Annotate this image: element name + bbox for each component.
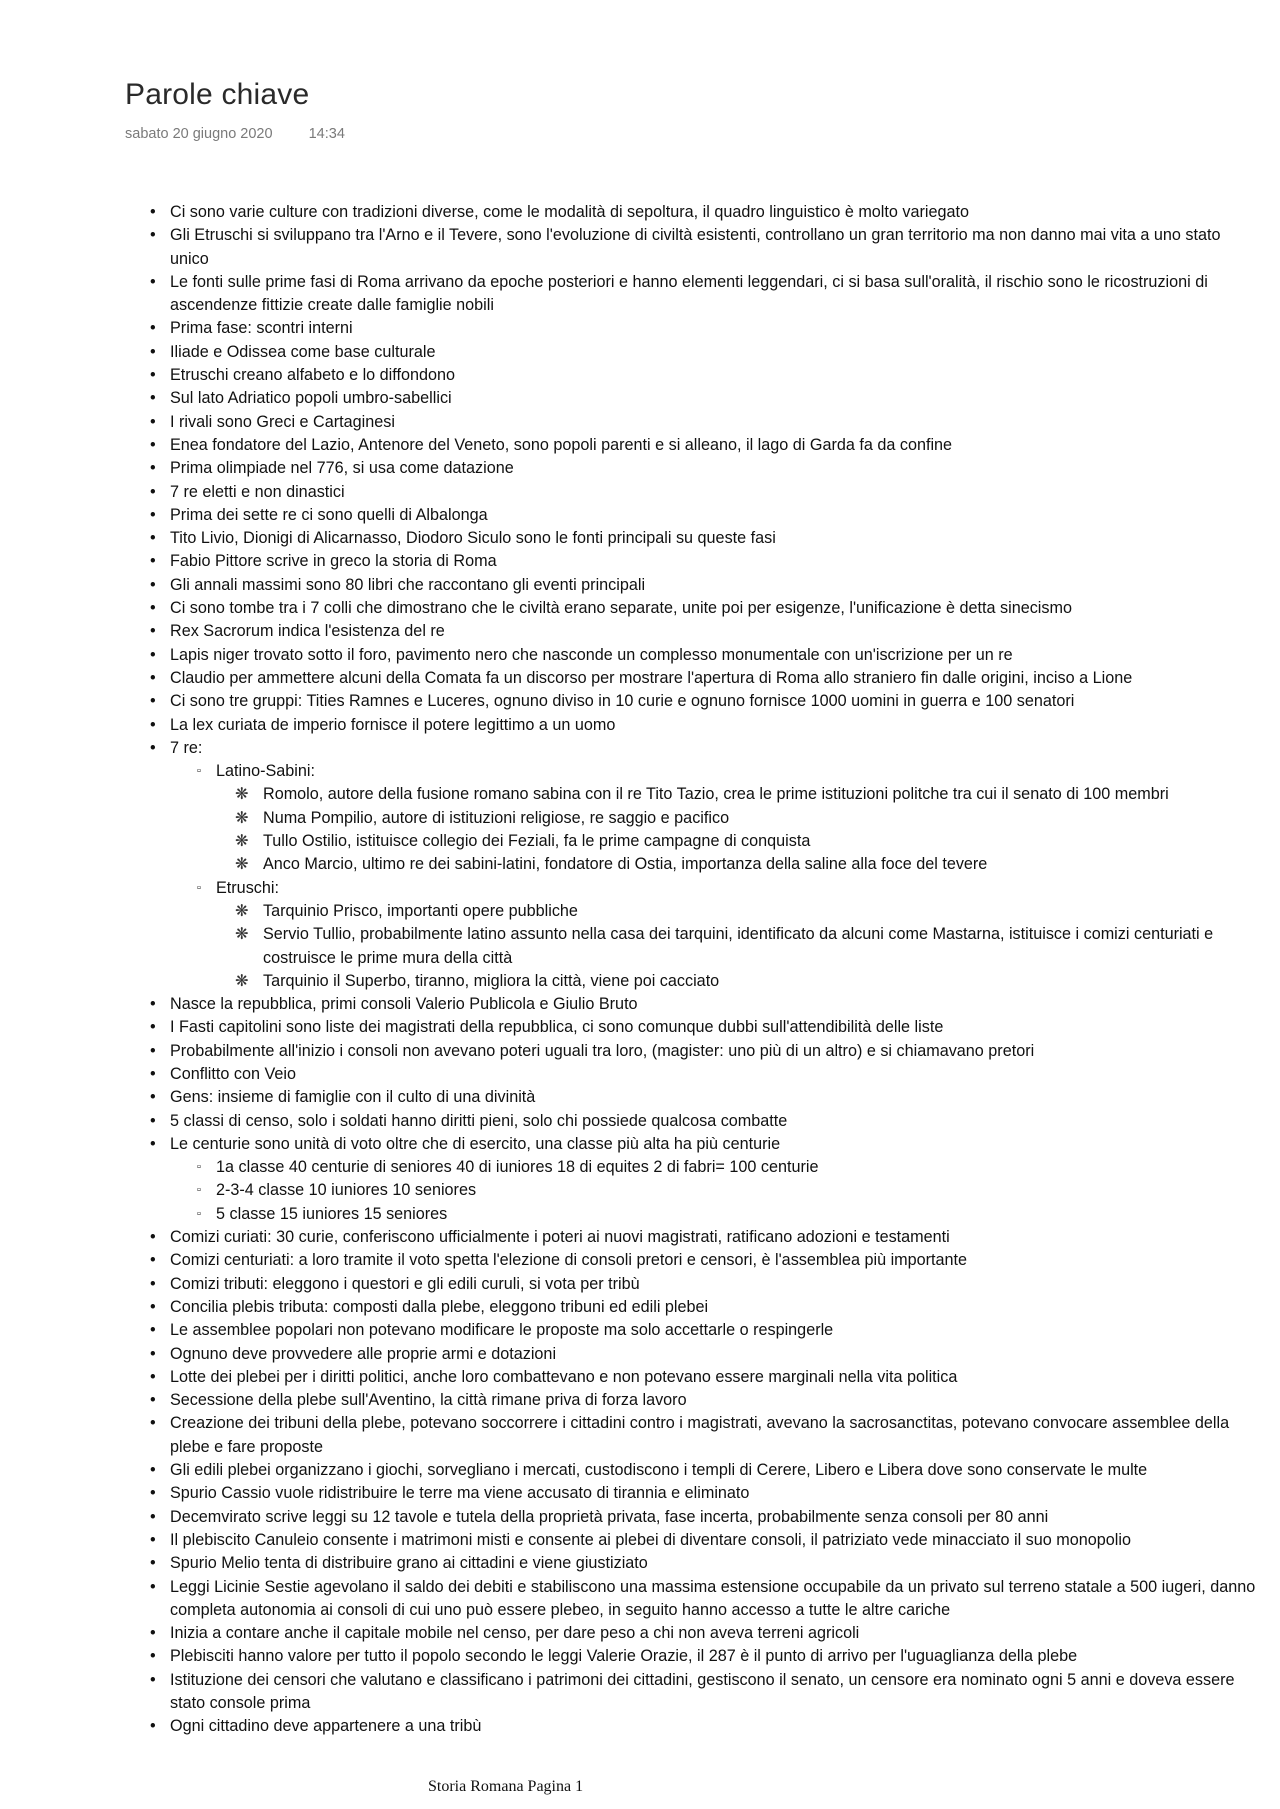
list-item-text: Creazione dei tribuni della plebe, potevano soccorrere i cittadini contro i magistrati, avevano la sacrosanctitas, potevano convocare assemblee della plebe e fare proposte [170, 1414, 1230, 1456]
list-item-text: Spurio Melio tenta di distribuire grano ai cittadini e viene giustiziato [170, 1554, 648, 1573]
bullet-icon: • [150, 1344, 156, 1363]
list-item [0, 644, 1280, 667]
list-item-text: Prima olimpiade nel 776, si usa come datazione [170, 459, 514, 478]
bullet-icon: • [150, 1461, 156, 1480]
list-item [0, 667, 1280, 690]
list-item-text: Servio Tullio, probabilmente latino assunto nella casa dei tarquini, identificato da alcuni come Mastarna, istituisce i comizi centuriati e costruisce le prime mura della città [263, 925, 1214, 967]
list-item-text: Gli annali massimi sono 80 libri che raccontano gli eventi principali [170, 575, 646, 594]
list-item [0, 1506, 1280, 1529]
notes-list [0, 201, 1280, 1739]
list-item [0, 900, 1280, 923]
page-time: 14:34 [308, 126, 345, 142]
list-item [0, 1086, 1280, 1109]
list-item [0, 574, 1280, 597]
list-item-text: Etruschi: [216, 878, 279, 897]
bullet-icon: • [150, 1391, 156, 1410]
list-item [0, 201, 1280, 224]
list-item-text: Plebisciti hanno valore per tutto il popolo secondo le leggi Valerie Orazie, il 287 è il punto di arrivo per l'uguaglianza della plebe [170, 1647, 1078, 1666]
list-item [0, 620, 1280, 643]
list-item [0, 387, 1280, 410]
bullet-icon: • [150, 738, 156, 757]
bullet-icon: • [150, 1228, 156, 1247]
list-item-text: La lex curiata de imperio fornisce il potere legittimo a un uomo [170, 715, 616, 734]
bullet-icon: • [150, 1624, 156, 1643]
list-item [0, 1249, 1280, 1272]
list-item-text: Ci sono varie culture con tradizioni diverse, come le modalità di sepoltura, il quadro linguistico è molto variegato [170, 203, 969, 221]
bullet-icon: • [150, 1088, 156, 1107]
list-item-text: 2-3-4 classe 10 iuniores 10 seniores [216, 1181, 477, 1200]
list-item [0, 1459, 1280, 1482]
page-title: Parole chiave [125, 78, 310, 111]
list-item [0, 1016, 1280, 1039]
bullet-icon: ▫ [197, 881, 201, 894]
list-item-text: Le assemblee popolari non potevano modificare le proposte ma solo accettarle o respingerle [170, 1321, 834, 1340]
list-item-text: Secessione della plebe sull'Aventino, la città rimane priva di forza lavoro [170, 1391, 687, 1410]
bullet-icon: • [150, 1507, 156, 1526]
list-item [0, 317, 1280, 340]
bullet-icon: • [150, 1321, 156, 1340]
list-item-text: Sul lato Adriatico popoli umbro-sabellici [170, 389, 452, 408]
list-item-text: Istituzione dei censori che valutano e classificano i patrimoni dei cittadini, gestiscono il senato, un censore era nominato ogni 5 anni e doveva essere stato console prima [170, 1670, 1235, 1712]
list-item-text: 1a classe 40 centurie di seniores 40 di iuniores 18 di equites 2 di fabri= 100 centurie [216, 1158, 819, 1177]
list-item [0, 1226, 1280, 1249]
bullet-icon: ❋ [235, 901, 249, 920]
list-item-text: 7 re: [170, 738, 203, 757]
list-item [0, 434, 1280, 457]
list-item [0, 1669, 1280, 1716]
list-item [0, 1296, 1280, 1319]
list-item [0, 1040, 1280, 1063]
list-item [0, 1715, 1280, 1738]
bullet-icon: • [150, 692, 156, 711]
page-footer: Storia Romana Pagina 1 [428, 1778, 584, 1795]
bullet-icon: • [150, 1134, 156, 1153]
bullet-icon: • [150, 319, 156, 338]
list-item-text: Gli edili plebei organizzano i giochi, sorvegliano i mercati, custodiscono i templi di Cerere, Libero e Libera dove sono conservate le multe [170, 1461, 1148, 1480]
bullet-icon: • [150, 1018, 156, 1037]
list-item [0, 481, 1280, 504]
bullet-icon: • [150, 1484, 156, 1503]
list-item [0, 1529, 1280, 1552]
bullet-icon: ▫ [197, 1161, 201, 1174]
bullet-icon: • [150, 599, 156, 618]
bullet-icon: ❋ [235, 855, 249, 874]
list-item [0, 1110, 1280, 1133]
bullet-icon: ▫ [197, 1184, 201, 1197]
list-item [0, 364, 1280, 387]
list-item [0, 1389, 1280, 1412]
list-item [0, 1645, 1280, 1668]
list-item-text: Ognuno deve provvedere alle proprie armi e dotazioni [170, 1344, 557, 1363]
list-item [0, 1412, 1280, 1459]
list-item-text: Prima fase: scontri interni [170, 319, 353, 338]
list-item-text: Leggi Licinie Sestie agevolano il saldo dei debiti e stabiliscono una massima estensione occupabile da un privato sul terreno statale a 500 iugeri, danno completa autonomia ai consoli di cui uno può essere plebeo, in seguito hanno accesso a tutte le altre cariche [170, 1577, 1256, 1619]
list-item [0, 1203, 1280, 1226]
bullet-icon: • [150, 342, 156, 361]
list-item-text: Le fonti sulle prime fasi di Roma arrivano da epoche posteriori e hanno elementi leggendari, ci si basa sull'oralità, il rischio sono le ricostruzioni di ascendenze fittizie create dalle famiglie nobili [170, 272, 1208, 315]
list-item-text: I Fasti capitolini sono liste dei magistrati della repubblica, ci sono comunque dubbi sull'attendibilità delle liste [170, 1018, 944, 1037]
bullet-icon: • [150, 622, 156, 641]
list-item-text: 5 classi di censo, solo i soldati hanno diritti pieni, solo chi possiede qualcosa combatte [170, 1111, 788, 1130]
list-item-text: Rex Sacrorum indica l'esistenza del re [170, 622, 445, 641]
bullet-icon: • [150, 1717, 156, 1736]
bullet-icon: • [150, 1414, 156, 1433]
list-item [0, 1482, 1280, 1505]
page-meta [125, 126, 345, 142]
list-item-text: Numa Pompilio, autore di istituzioni religiose, re saggio e pacifico [263, 808, 730, 827]
bullet-icon: • [150, 715, 156, 734]
bullet-icon: • [150, 389, 156, 408]
list-item [0, 830, 1280, 853]
bullet-icon: • [150, 226, 156, 245]
list-item [0, 457, 1280, 480]
list-item [0, 923, 1280, 970]
bullet-icon: ❋ [235, 832, 249, 851]
list-item-text: Iliade e Odissea come base culturale [170, 342, 436, 361]
list-item [0, 690, 1280, 713]
bullet-icon: • [150, 203, 156, 221]
bullet-icon: • [150, 575, 156, 594]
list-item-text: Tarquinio il Superbo, tiranno, migliora la città, viene poi cacciato [263, 971, 720, 990]
list-item-text: 7 re eletti e non dinastici [170, 482, 345, 501]
bullet-icon: • [150, 366, 156, 385]
list-item [0, 550, 1280, 573]
list-item [0, 714, 1280, 737]
list-item-text: Nasce la repubblica, primi consoli Valerio Publicola e Giulio Bruto [170, 995, 638, 1014]
bullet-icon: • [150, 1670, 156, 1689]
bullet-icon: • [150, 529, 156, 548]
list-item-text: Lotte dei plebei per i diritti politici, anche loro combattevano e non potevano essere marginali nella vita politica [170, 1367, 958, 1386]
bullet-icon: • [150, 459, 156, 478]
list-item [0, 1576, 1280, 1623]
list-item [0, 737, 1280, 760]
list-item [0, 783, 1280, 806]
bullet-icon: • [150, 272, 156, 291]
list-item-text: Anco Marcio, ultimo re dei sabini-latini, fondatore di Ostia, importanza della saline alla foce del tevere [263, 855, 988, 874]
list-item-text: I rivali sono Greci e Cartaginesi [170, 412, 395, 431]
list-item-text: Inizia a contare anche il capitale mobile nel censo, per dare peso a chi non aveva terreni agricoli [170, 1624, 860, 1643]
list-item [0, 504, 1280, 527]
bullet-icon: • [150, 1041, 156, 1060]
list-item-text: 5 classe 15 iuniores 15 seniores [216, 1204, 448, 1223]
list-item [0, 1273, 1280, 1296]
bullet-icon: ▫ [197, 765, 201, 778]
list-item-text: Lapis niger trovato sotto il foro, pavimento nero che nasconde un complesso monumentale con un'iscrizione per un re [170, 645, 1013, 664]
list-item [0, 1156, 1280, 1179]
list-item-text: Prima dei sette re ci sono quelli di Albalonga [170, 505, 488, 524]
list-item-text: Tito Livio, Dionigi di Alicarnasso, Diodoro Siculo sono le fonti principali su queste fasi [170, 529, 776, 548]
list-item-text: Fabio Pittore scrive in greco la storia di Roma [170, 552, 497, 571]
bullet-icon: • [150, 552, 156, 571]
bullet-icon: • [150, 1554, 156, 1573]
list-item-text: Ci sono tombe tra i 7 colli che dimostrano che le civiltà erano separate, unite poi per esigenze, l'unificazione è detta sinecismo [170, 599, 1072, 618]
list-item-text: Comizi tributi: eleggono i questori e gli edili curuli, si vota per tribù [170, 1274, 640, 1293]
bullet-icon: • [150, 645, 156, 664]
bullet-icon: ❋ [235, 808, 249, 827]
bullet-icon: • [150, 1647, 156, 1666]
bullet-icon: • [150, 412, 156, 431]
list-item [0, 1319, 1280, 1342]
bullet-icon: • [150, 995, 156, 1014]
list-item [0, 853, 1280, 876]
list-item-text: Tullo Ostilio, istituisce collegio dei Feziali, fa le prime campagne di conquista [263, 832, 811, 851]
list-item [0, 341, 1280, 364]
list-item-text: Il plebiscito Canuleio consente i matrimoni misti e consente ai plebei di diventare consoli, il patriziato vede minacciato il suo monopolio [170, 1530, 1131, 1549]
list-item-text: Spurio Cassio vuole ridistribuire le terre ma viene accusato di tirannia e eliminato [170, 1484, 750, 1503]
list-item [0, 1133, 1280, 1156]
list-item-text: Conflitto con Veio [170, 1064, 296, 1083]
list-item [0, 411, 1280, 434]
list-item [0, 1622, 1280, 1645]
bullet-icon: • [150, 1577, 156, 1596]
list-item-text: Probabilmente all'inizio i consoli non avevano poteri uguali tra loro, (magister: uno più di un altro) e si chiamavano pretori [170, 1041, 1035, 1060]
bullet-icon: • [150, 505, 156, 524]
bullet-icon: ▫ [197, 1207, 201, 1220]
list-item-text: Le centurie sono unità di voto oltre che di esercito, una classe più alta ha più centurie [170, 1134, 781, 1153]
bullet-icon: • [150, 482, 156, 501]
list-item [0, 527, 1280, 550]
list-item-text: Claudio per ammettere alcuni della Comata fa un discorso per mostrare l'apertura di Roma allo straniero fin dalle origini, inciso a Lione [170, 668, 1133, 687]
bullet-icon: ❋ [235, 785, 249, 804]
list-item [0, 1552, 1280, 1575]
list-item-text: Comizi centuriati: a loro tramite il voto spetta l'elezione di consoli pretori e censori, è l'assemblea più importante [170, 1251, 968, 1270]
list-item-text: Latino-Sabini: [216, 762, 315, 781]
bullet-icon: • [150, 1111, 156, 1130]
bullet-icon: ❋ [235, 971, 249, 990]
list-item-text: Gli Etruschi si sviluppano tra l'Arno e il Tevere, sono l'evoluzione di civiltà esistenti, controllano un gran territorio ma non danno mai vita a uno stato unico [170, 226, 1221, 268]
bullet-icon: • [150, 435, 156, 454]
list-item-text: Comizi curiati: 30 curie, conferiscono ufficialmente i poteri ai nuovi magistrati, ratificano adozioni e testamenti [170, 1228, 950, 1247]
list-item [0, 597, 1280, 620]
list-item [0, 970, 1280, 993]
list-item [0, 271, 1280, 318]
list-item-text: Romolo, autore della fusione romano sabina con il re Tito Tazio, crea le prime istituzioni politche tra cui il senato di 100 membri [263, 785, 1169, 804]
bullet-icon: • [150, 1297, 156, 1316]
bullet-icon: • [150, 1530, 156, 1549]
list-item-text: Concilia plebis tributa: composti dalla plebe, eleggono tribuni ed edili plebei [170, 1297, 709, 1316]
bullet-icon: ❋ [235, 925, 249, 944]
bullet-icon: • [150, 1251, 156, 1270]
list-item-text: Gens: insieme di famiglie con il culto di una divinità [170, 1088, 536, 1107]
list-item-text: Enea fondatore del Lazio, Antenore del Veneto, sono popoli parenti e si alleano, il lago di Garda fa da confine [170, 435, 953, 454]
bullet-icon: • [150, 668, 156, 687]
bullet-icon: • [150, 1064, 156, 1083]
list-item-text: Decemvirato scrive leggi su 12 tavole e tutela della proprietà privata, fase incerta, probabilmente senza consoli per 80 anni [170, 1507, 1049, 1526]
bullet-icon: • [150, 1367, 156, 1386]
list-item [0, 760, 1280, 783]
list-item-text: Etruschi creano alfabeto e lo diffondono [170, 366, 455, 385]
list-item-text: Tarquinio Prisco, importanti opere pubbliche [263, 901, 578, 920]
list-item-text: Ci sono tre gruppi: Tities Ramnes e Luceres, ognuno diviso in 10 curie e ognuno fornisce 1000 uomini in guerra e 100 senatori [170, 692, 1075, 711]
list-item-text: Ogni cittadino deve appartenere a una tribù [170, 1717, 482, 1736]
list-item [0, 1366, 1280, 1389]
list-item [0, 993, 1280, 1016]
list-item [0, 877, 1280, 900]
list-item [0, 1063, 1280, 1086]
list-item [0, 1179, 1280, 1202]
list-item [0, 1343, 1280, 1366]
list-item [0, 807, 1280, 830]
bullet-icon: • [150, 1274, 156, 1293]
list-item [0, 224, 1280, 271]
page-date: sabato 20 giugno 2020 [125, 126, 273, 142]
